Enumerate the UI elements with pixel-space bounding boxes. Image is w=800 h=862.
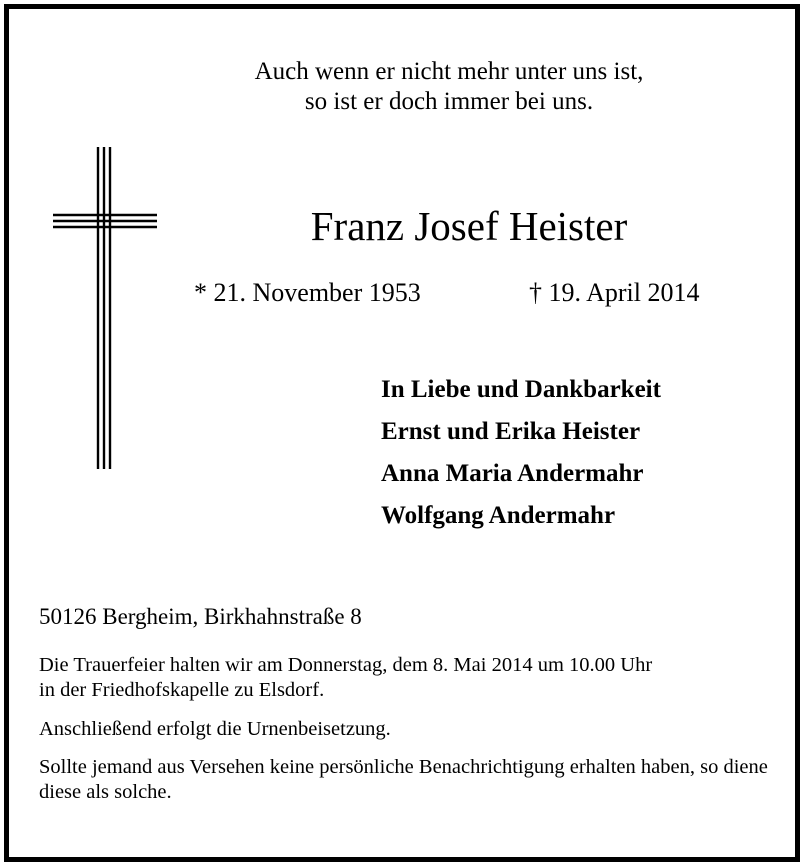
ceremony-line-1: Die Trauerfeier halten wir am Donnerstag, dem 8. Mai 2014 um 10.00 Uhr	[39, 654, 653, 676]
ceremony-line-2: in der Friedhofskapelle zu Elsdorf.	[39, 679, 325, 701]
notification-line-1: Sollte jemand aus Versehen keine persönliche Benachrichtigung erhalten	[39, 756, 636, 778]
motto-line-2: so ist er doch immer bei uns.	[304, 88, 594, 115]
burial-notice	[39, 717, 783, 742]
notification-notice	[39, 755, 783, 805]
address: 50126 Bergheim, Birkhahnstraße 8	[39, 604, 362, 629]
deceased-name: Franz Josef Heister	[310, 203, 628, 249]
birth-date: * 21. November 1953	[194, 278, 421, 307]
motto	[189, 57, 709, 117]
mourner-name: Ernst und Erika Heister	[381, 418, 641, 445]
motto-line-1: Auch wenn er nicht mehr unter uns ist,	[254, 58, 644, 85]
mourner-name: Anna Maria Andermahr	[381, 460, 644, 487]
notification-line-2: haben, so diene diese als solche.	[39, 756, 768, 803]
cross-icon	[51, 145, 159, 471]
mourners-block	[381, 375, 661, 543]
mourners-intro: In Liebe und Dankbarkeit	[381, 376, 661, 403]
burial-line: Anschließend erfolgt die Urnenbeisetzung.	[39, 718, 391, 740]
death-date: † 19. April 2014	[529, 278, 700, 307]
mourner-name: Wolfgang Andermahr	[381, 502, 616, 529]
ceremony-notice	[39, 653, 783, 703]
obituary-notice	[4, 4, 800, 862]
